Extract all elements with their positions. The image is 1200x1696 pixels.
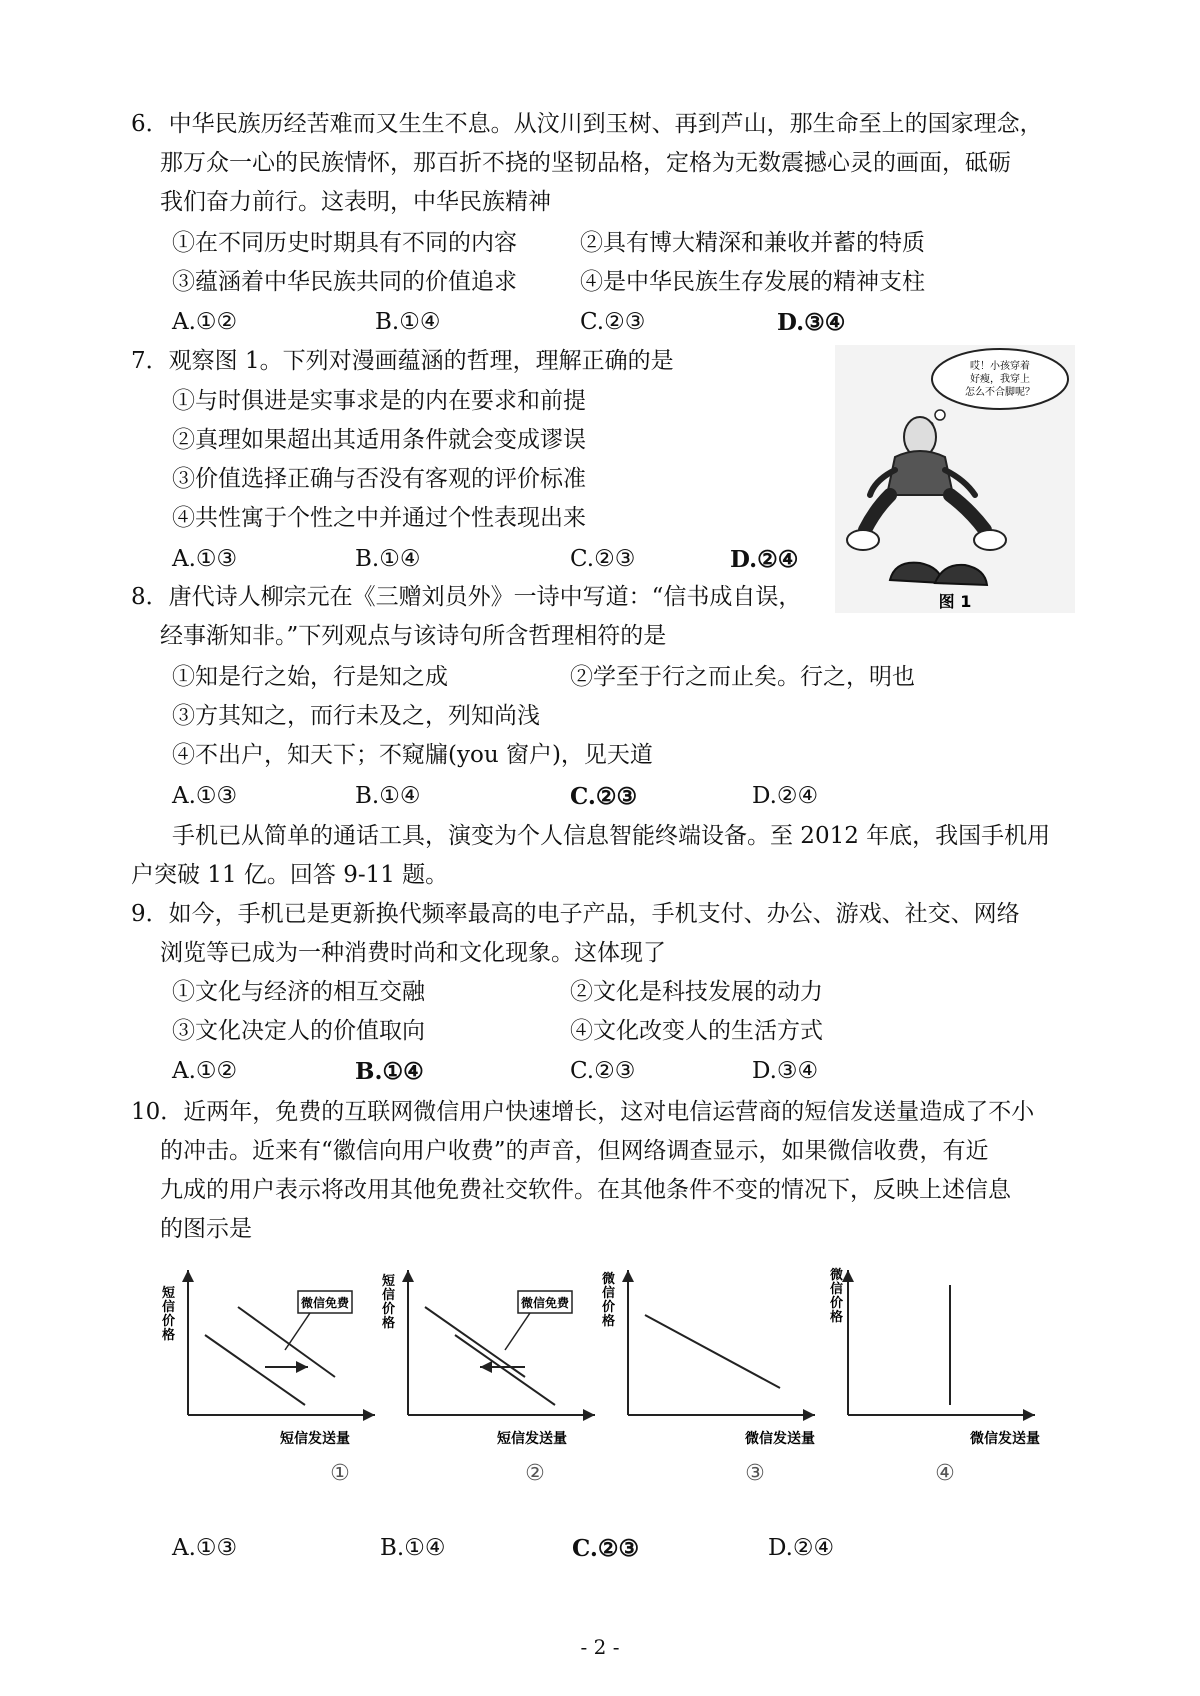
graph-4-ylabel-3: 价 <box>830 1296 844 1311</box>
q7-item-2: ②真理如果超出其适用条件就会变成谬误 <box>172 427 586 453</box>
q10-choice-d: D.②④ <box>768 1535 835 1561</box>
q6-stem-line-1: 6．中华民族历经苦难而又生生不息。从汶川到玉树、再到芦山，那生命至上的国家理念， <box>131 111 1043 137</box>
graph-1-xlabel: 短信发送量 <box>280 1431 350 1447</box>
graph-4-number: ④ <box>935 1461 955 1485</box>
q10-graphs <box>150 1255 1090 1485</box>
graph-1-box-label: 微信免费 <box>300 1296 350 1310</box>
graph-3-ylabel-4: 格 <box>602 1314 616 1329</box>
q6-choice-a: A.①② <box>172 309 238 335</box>
q9-choice-a: A.①② <box>172 1058 238 1084</box>
q6-choice-d: D.③④ <box>777 309 846 336</box>
q6-item-4: ④是中华民族生存发展的精神支柱 <box>580 269 925 295</box>
q7-stem: 7．观察图 1。下列对漫画蕴涵的哲理，理解正确的是 <box>131 348 674 374</box>
q6-item-3: ③蕴涵着中华民族共同的价值追求 <box>172 269 517 295</box>
q7-choice-b: B.①④ <box>355 546 421 572</box>
q7-item-1: ①与时俱进是实事求是的内在要求和前提 <box>172 388 586 414</box>
graph-2-xlabel: 短信发送量 <box>497 1431 567 1447</box>
q9-item-1: ①文化与经济的相互交融 <box>172 979 425 1005</box>
q8-choice-d: D.②④ <box>752 783 819 809</box>
q10-stem-line-1: 10．近两年，免费的互联网微信用户快速增长，这对电信运营商的短信发送量造成了不小 <box>131 1099 1035 1125</box>
q6-choice-b: B.①④ <box>375 309 441 335</box>
q6-item-1: ①在不同历史时期具有不同的内容 <box>172 230 517 256</box>
graph-3 <box>602 1270 815 1485</box>
graph-1-ylabel-3: 价 <box>162 1314 176 1329</box>
graph-3-xlabel: 微信发送量 <box>745 1431 815 1447</box>
bubble-line-3: 怎么不合脚呢？ <box>965 387 1035 398</box>
graph-4-ylabel-4: 格 <box>830 1310 844 1325</box>
q6-choice-c: C.②③ <box>580 309 646 335</box>
q10-choice-c: C.②③ <box>572 1535 640 1562</box>
graph-1-number: ① <box>330 1461 350 1485</box>
q7-choice-c: C.②③ <box>570 546 636 572</box>
figure-caption: 图 1 <box>938 592 972 611</box>
q9-item-4: ④文化改变人的生活方式 <box>570 1018 823 1044</box>
q7-item-4: ④共性寓于个性之中并通过个性表现出来 <box>172 505 586 531</box>
graph-1-ylabel-4: 格 <box>162 1328 176 1343</box>
q8-item-1: ①知是行之始，行是知之成 <box>172 664 448 690</box>
graph-2 <box>382 1270 595 1485</box>
q8-stem-line-2: 经事渐知非。”下列观点与该诗句所含哲理相符的是 <box>160 623 667 649</box>
q8-item-3: ③方其知之，而行未及之，列知尚浅 <box>172 703 540 729</box>
graph-1-ylabel-1: 短 <box>162 1286 176 1301</box>
graph-1 <box>162 1270 375 1485</box>
graph-2-ylabel-3: 价 <box>382 1302 396 1317</box>
graph-4-ylabel-2: 信 <box>830 1282 844 1297</box>
q9-choice-b: B.①④ <box>355 1058 424 1085</box>
q9-item-3: ③文化决定人的价值取向 <box>172 1018 425 1044</box>
q9-stem-line-2: 浏览等已成为一种消费时尚和文化现象。这体现了 <box>160 940 666 966</box>
q8-choice-c: C.②③ <box>570 783 638 810</box>
q10-choice-b: B.①④ <box>380 1535 446 1561</box>
q7-item-3: ③价值选择正确与否没有客观的评价标准 <box>172 466 586 492</box>
graph-3-ylabel-3: 价 <box>602 1300 616 1315</box>
page-number: - 2 - <box>580 1635 620 1659</box>
q10-stem-line-3: 九成的用户表示将改用其他免费社交软件。在其他条件不变的情况下，反映上述信息 <box>160 1177 1011 1203</box>
graph-4 <box>830 1267 1040 1485</box>
intro-line-2: 户突破 11 亿。回答 9-11 题。 <box>131 862 449 888</box>
q9-choice-c: C.②③ <box>570 1058 636 1084</box>
q9-item-2: ②文化是科技发展的动力 <box>570 979 823 1005</box>
q10-stem-line-2: 的冲击。近来有“徽信向用户收费”的声音，但网络调查显示，如果微信收费，有近 <box>160 1138 989 1164</box>
q6-stem-line-2: 那万众一心的民族情怀，那百折不挠的坚韧品格，定格为无数震撼心灵的画面，砥砺 <box>160 150 1011 176</box>
graph-3-ylabel-1: 微 <box>602 1272 616 1287</box>
q7-choice-d: D.②④ <box>730 546 799 573</box>
intro-line-1: 手机已从简单的通话工具，演变为个人信息智能终端设备。至 2012 年底，我国手机用 <box>172 823 1051 849</box>
q8-choice-b: B.①④ <box>355 783 421 809</box>
q8-item-4: ④不出户，知天下；不窥牖(you 窗户)，见天道 <box>172 742 653 768</box>
graph-2-ylabel-4: 格 <box>382 1316 396 1331</box>
bubble-line-1: 哎！小孩穿着 <box>970 361 1030 372</box>
graph-4-xlabel: 微信发送量 <box>970 1431 1040 1447</box>
figure-1-cartoon <box>835 345 1075 613</box>
q7-choice-a: A.①③ <box>172 546 238 572</box>
q9-choice-d: D.③④ <box>752 1058 819 1084</box>
graph-3-number: ③ <box>745 1461 765 1485</box>
q6-item-2: ②具有博大精深和兼收并蓄的特质 <box>580 230 925 256</box>
bubble-line-2: 好瘦，我穿上 <box>970 374 1030 385</box>
graph-2-number: ② <box>525 1461 545 1485</box>
graph-2-box-label: 微信免费 <box>520 1296 570 1310</box>
q8-choice-a: A.①③ <box>172 783 238 809</box>
graph-4-ylabel-1: 微 <box>830 1268 844 1283</box>
graph-1-ylabel-2: 信 <box>162 1300 176 1315</box>
q9-stem-line-1: 9．如今，手机已是更新换代频率最高的电子产品，手机支付、办公、游戏、社交、网络 <box>131 901 1020 927</box>
q6-stem-line-3: 我们奋力前行。这表明，中华民族精神 <box>160 189 551 215</box>
q8-stem-line-1: 8．唐代诗人柳宗元在《三赠刘员外》一诗中写道：“信书成自误， <box>131 584 802 610</box>
q10-choice-a: A.①③ <box>172 1535 238 1561</box>
q8-item-2: ②学至于行之而止矣。行之，明也 <box>570 664 915 690</box>
q10-stem-line-4: 的图示是 <box>160 1216 252 1242</box>
graph-2-ylabel-2: 信 <box>382 1288 396 1303</box>
graph-3-ylabel-2: 信 <box>602 1286 616 1301</box>
graph-2-ylabel-1: 短 <box>382 1274 396 1289</box>
